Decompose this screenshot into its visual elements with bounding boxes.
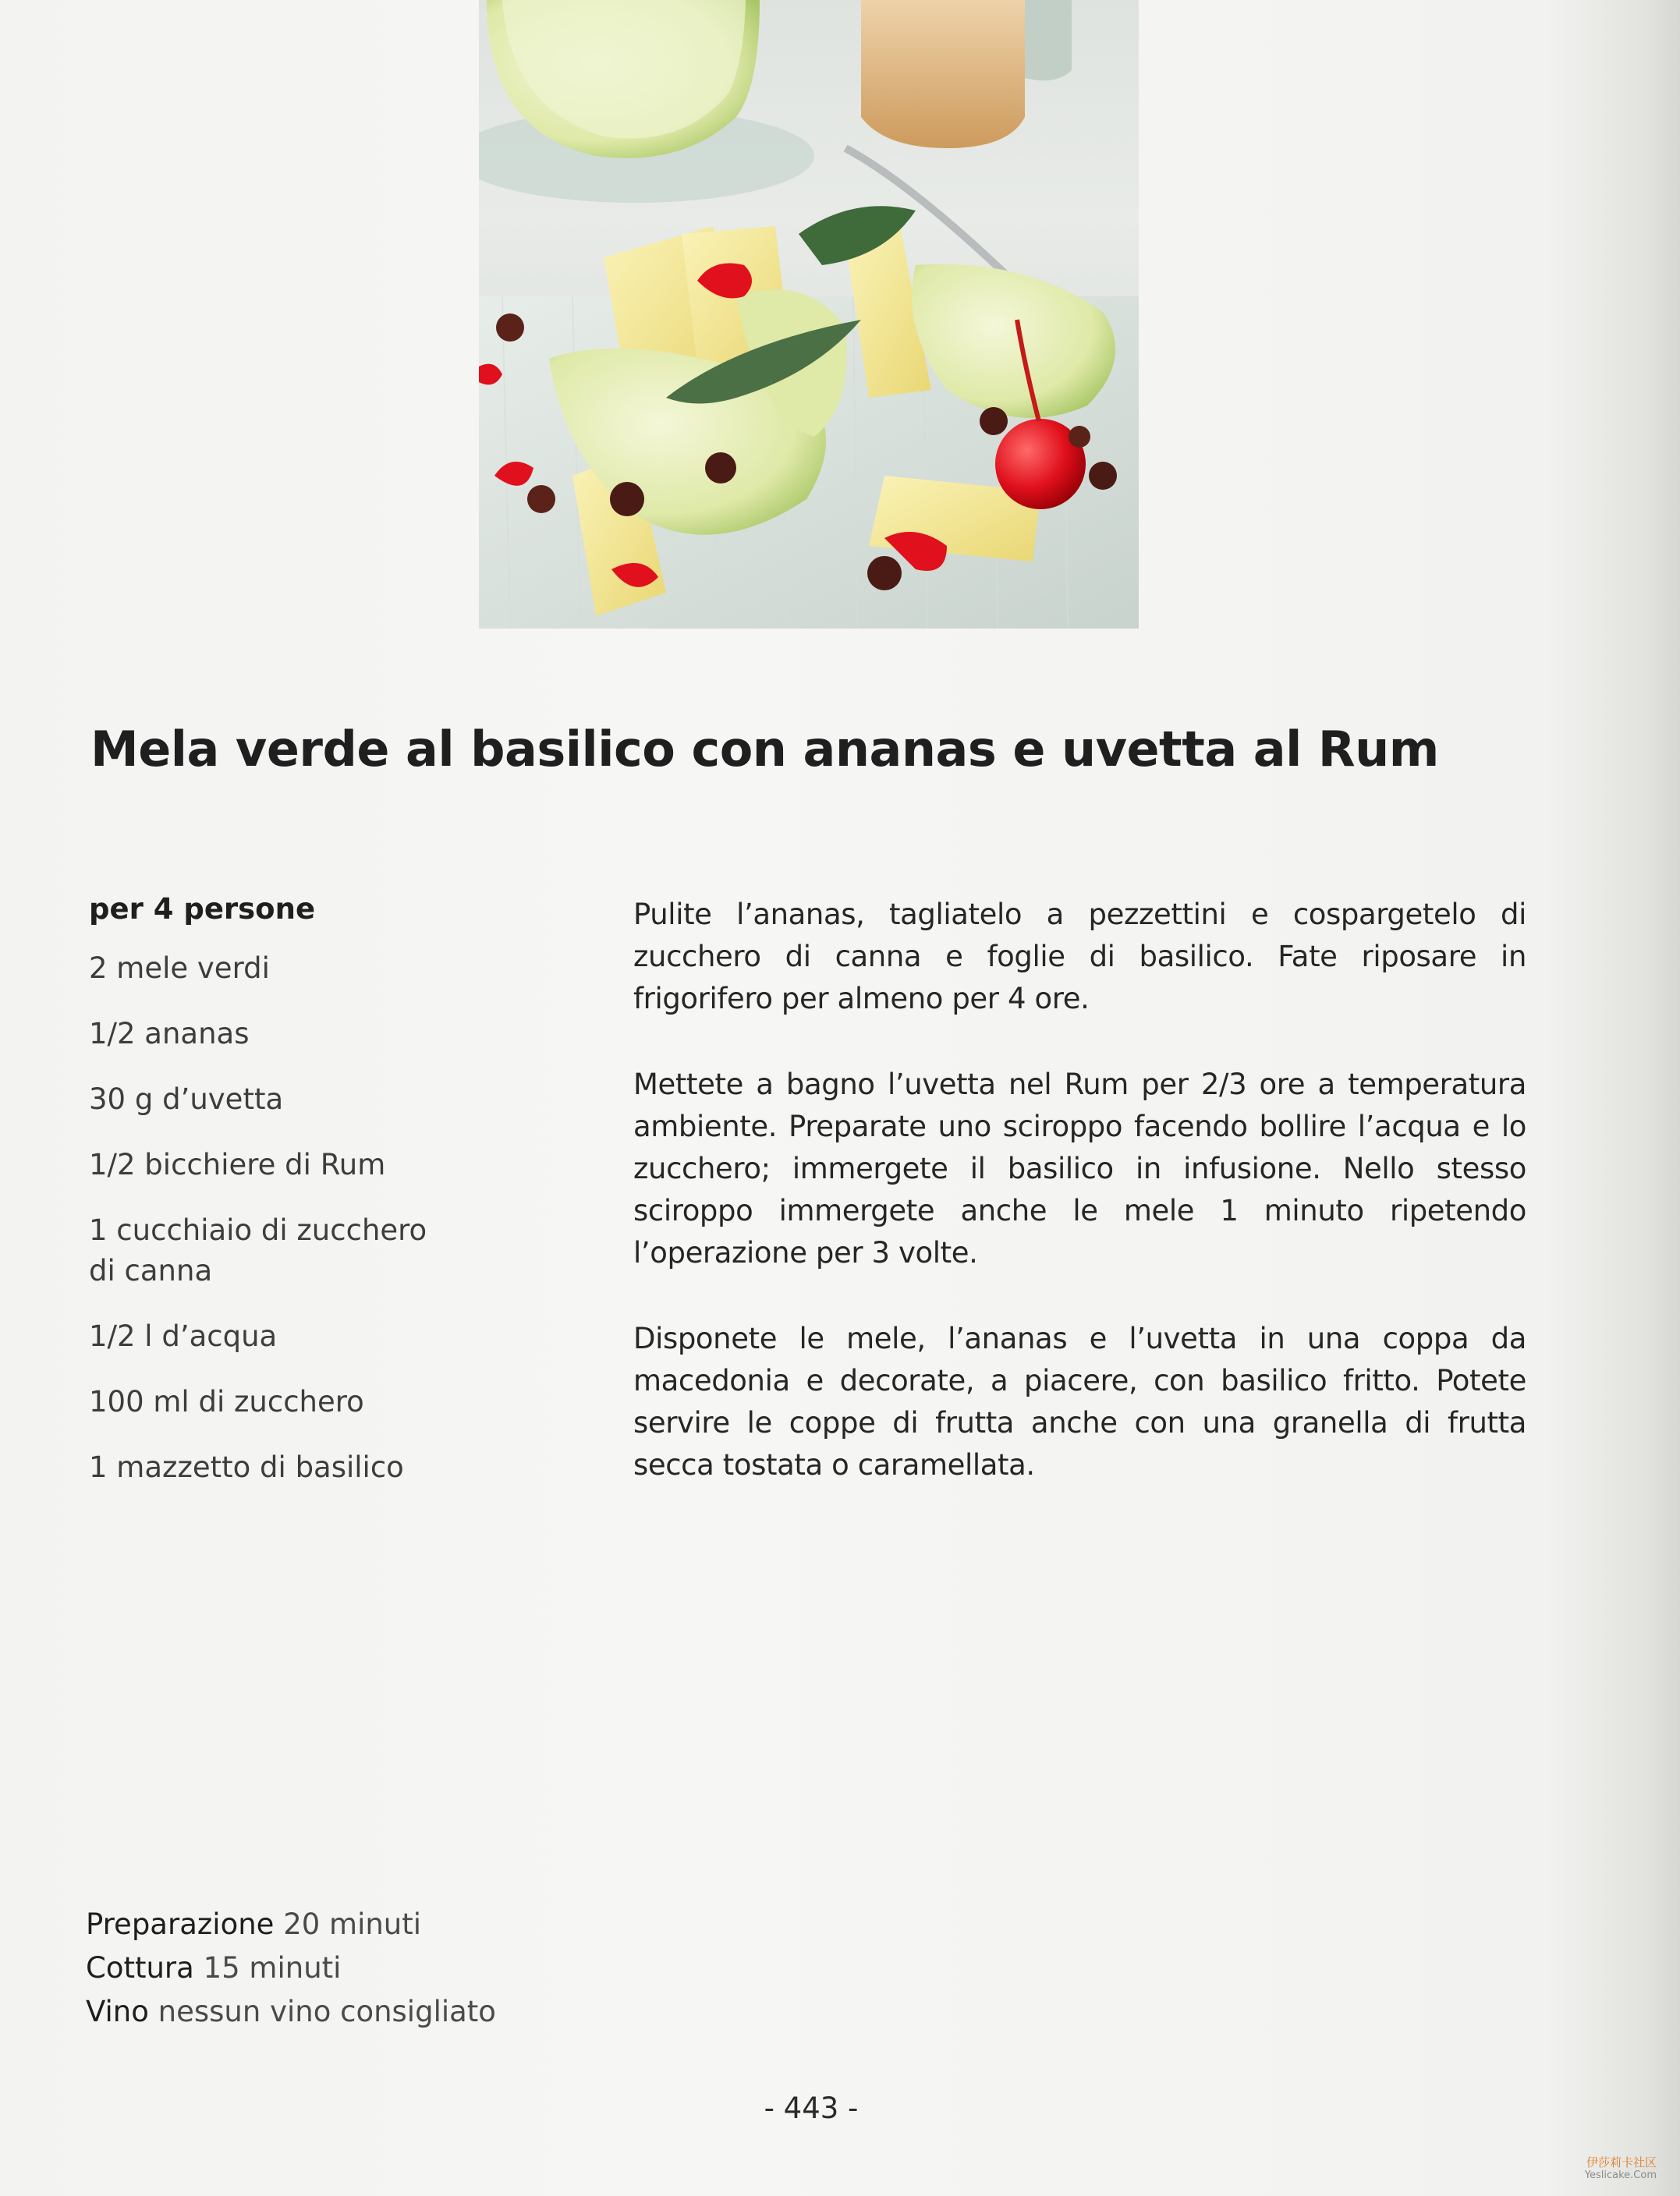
dish-photo: [479, 0, 1139, 629]
wine-label: Vino: [86, 1995, 149, 2028]
ingredient-list: [89, 948, 526, 1488]
fruit-salad-image: [479, 0, 1139, 629]
method-paragraph: Mettete a bagno l’uvetta nel Rum per 2/3 ore a temperatura ambiente. Preparate uno sciroppo facendo bollire l’acqua e lo zucchero; immergete il basilico in infusione. Nello stesso sciroppo immergete anche le mele 1 minuto ripetendo l’operazione per 3 volte.: [633, 1068, 1526, 1270]
watermark-cn-text: 伊莎莉卡社区: [1586, 2155, 1657, 2169]
ingredient-item: 1/2 bicchiere di Rum: [89, 1148, 386, 1181]
ingredient-item: 100 ml di zucchero: [89, 1385, 364, 1419]
ingredient-item: 1 mazzetto di basilico: [89, 1450, 404, 1484]
cook-time-value: 15 minuti: [203, 1951, 342, 1985]
ingredient-item: 1/2 ananas: [89, 1017, 250, 1050]
recipe-meta: [86, 1903, 632, 2034]
prep-time-row: [86, 1903, 632, 1946]
wine-row: [86, 1990, 632, 2034]
servings-label: per 4 persone: [89, 892, 316, 926]
ingredient-item: 1/2 l d’acqua: [89, 1319, 278, 1353]
prep-time-label: Preparazione: [86, 1907, 275, 1941]
page-number: - 443 -: [764, 2092, 859, 2125]
cook-time-label: Cottura: [86, 1951, 194, 1985]
cook-time-row: [86, 1946, 632, 1990]
method-paragraph: Disponete le mele, l’ananas e l’uvetta in una coppa da macedonia e decorate, a piacere, con basilico fritto. Potete servire le coppe di frutta anche con una granella di frutta secca tostata o caramellata.: [633, 1322, 1526, 1482]
method-column: [633, 894, 1526, 1530]
wine-value: nessun vino consigliato: [158, 1995, 496, 2028]
prep-time-value: 20 minuti: [283, 1907, 422, 1941]
ingredient-item: 30 g d’uvetta: [89, 1082, 284, 1116]
ingredient-item: 2 mele verdi: [89, 951, 270, 985]
site-watermark: [1563, 2155, 1657, 2182]
ingredients-column: [89, 889, 526, 1513]
recipe-title: Mela verde al basilico con ananas e uvetta al Rum: [90, 721, 1439, 777]
ingredient-item: 1 cucchiaio di zucchero di canna: [89, 1213, 427, 1287]
method-paragraph: Pulite l’ananas, tagliatelo a pezzettini e cospargetelo di zucchero di canna e foglie di basilico. Fate riposare in frigorifero per almeno per 4 ore.: [633, 898, 1526, 1015]
watermark-en-text: Yeslicake.Com: [1584, 2169, 1657, 2181]
